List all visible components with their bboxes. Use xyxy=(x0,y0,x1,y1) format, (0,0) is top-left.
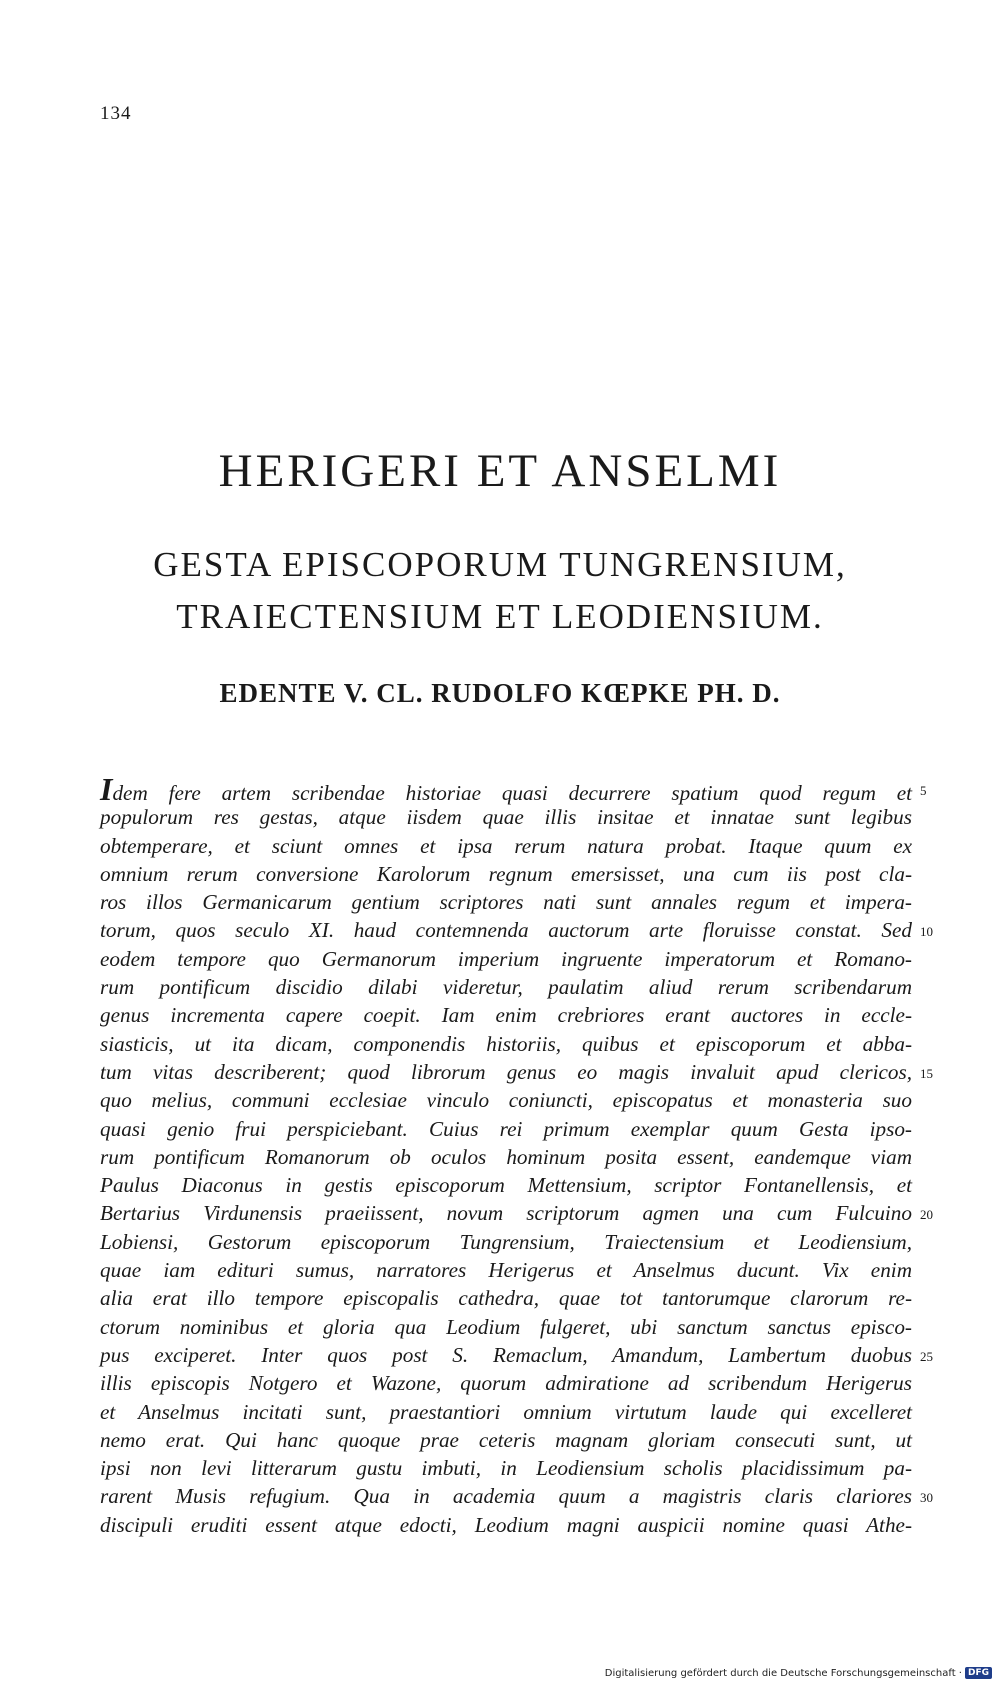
body-text xyxy=(100,771,933,1539)
text-line xyxy=(100,1369,912,1397)
line-text: obtemperare, et sciunt omnes et ipsa rerum natura probat. Itaque quum ex xyxy=(100,833,912,858)
footer xyxy=(605,1667,992,1679)
line-text: Lobiensi, Gestorum episcoporum Tungrensium, Traiectensium et Leodiensium, xyxy=(100,1229,912,1254)
page-title: HERIGERI ET ANSELMI xyxy=(218,445,782,497)
line-number: 20 xyxy=(920,1207,933,1223)
line-number: 5 xyxy=(920,783,927,798)
line-number: 30 xyxy=(920,1490,933,1506)
editor-line: EDENTE V. CL. RUDOLFO KŒPKE PH. D. xyxy=(219,678,781,708)
line-text: et Anselmus incitati sunt, praestantiori omnium virtutum laude qui excelleret xyxy=(100,1399,912,1424)
line-text: rum pontificum Romanorum ob oculos hominum posita essent, eandemque viam xyxy=(100,1144,912,1169)
line-text: Bertarius Virdunensis praeiissent, novum scriptorum agmen una cum Fulcuino xyxy=(100,1201,912,1226)
text-line xyxy=(100,888,912,916)
text-line xyxy=(100,1058,933,1086)
text-line xyxy=(100,1426,912,1454)
line-number: 15 xyxy=(920,1065,933,1081)
text-line xyxy=(100,860,912,888)
line-text: pus exciperet. Inter quos post S. Remaclum, Amandum, Lambertum duobus xyxy=(100,1342,912,1367)
text-line xyxy=(100,832,912,860)
line-text: eodem tempore quo Germanorum imperium ingruente imperatorum et Romano- xyxy=(100,946,912,971)
line-number: 10 xyxy=(920,924,933,940)
text-line xyxy=(100,1199,933,1227)
text-line xyxy=(100,973,912,1001)
text-line xyxy=(100,1284,912,1312)
line-text: omnium rerum conversione Karolorum regnum emersisset, una cum iis post cla- xyxy=(100,861,912,886)
text-line xyxy=(100,1171,912,1199)
line-text: ros illos Germanicarum gentium scriptores nati sunt annales regum et impera- xyxy=(100,890,912,915)
line-text: torum, quos seculo XI. haud contemnenda auctorum arte floruisse constat. Sed xyxy=(100,918,912,943)
page-number: 134 xyxy=(100,103,132,124)
line-text: Paulus Diaconus in gestis episcoporum Mettensium, scriptor Fontanellensis, et xyxy=(100,1173,912,1198)
dfg-logo-icon: DFG xyxy=(965,1667,992,1679)
text-line xyxy=(100,1001,912,1029)
text-line xyxy=(100,803,912,831)
line-text: discipuli eruditi essent atque edocti, Leodium magni auspicii nomine quasi Athe- xyxy=(100,1512,912,1537)
line-text: ipsi non levi litterarum gustu imbuti, in Leodiensium scholis placidissimum pa- xyxy=(100,1456,912,1481)
text-line xyxy=(100,1256,912,1284)
line-text: siasticis, ut ita dicam, componendis historiis, quibus et episcoporum et abba- xyxy=(100,1031,912,1056)
line-text: alia erat illo tempore episcopalis cathedra, quae tot tantorumque clarorum re- xyxy=(100,1286,912,1311)
text-line xyxy=(100,1511,912,1539)
text-line xyxy=(100,1341,933,1369)
text-line xyxy=(100,945,912,973)
text-line xyxy=(100,1086,912,1114)
line-text: ctorum nominibus et gloria qua Leodium fulgeret, ubi sanctum sanctus episco- xyxy=(100,1314,912,1339)
text-line xyxy=(100,1398,912,1426)
text-line xyxy=(100,1030,912,1058)
text-line xyxy=(100,916,933,944)
initial-letter: I xyxy=(100,771,113,807)
subtitle-line-1: GESTA EPISCOPORUM TUNGRENSIUM, xyxy=(153,545,847,584)
text-line xyxy=(100,1143,912,1171)
line-text: rum pontificum discidio dilabi videretur, paulatim aliud rerum scribendarum xyxy=(100,975,912,1000)
line-text: tum vitas describerent; quod librorum genus eo magis invaluit apud clericos, xyxy=(100,1059,912,1084)
subtitle-line-2: TRAIECTENSIUM ET LEODIENSIUM. xyxy=(176,597,824,636)
line-number: 25 xyxy=(920,1348,933,1364)
text-line xyxy=(100,1313,912,1341)
text-line xyxy=(100,1454,912,1482)
text-line xyxy=(100,1115,912,1143)
text-line xyxy=(100,1228,912,1256)
line-text: dem fere artem scribendae historiae quasi decurrere spatium quod regum et xyxy=(112,781,912,805)
line-text: quo melius, communi ecclesiae vinculo coniuncti, episcopatus et monasteria suo xyxy=(100,1088,912,1113)
line-text: nemo erat. Qui hanc quoque prae ceteris magnam gloriam consecuti sunt, ut xyxy=(100,1427,912,1452)
line-text: quasi genio frui perspiciebant. Cuius rei primum exemplar quum Gesta ipso- xyxy=(100,1116,912,1141)
text-line xyxy=(100,1482,933,1510)
footer-text: Digitalisierung gefördert durch die Deutsche Forschungsgemeinschaft · xyxy=(604,1667,962,1679)
line-text: populorum res gestas, atque iisdem quae illis insitae et innatae sunt legibus xyxy=(100,805,912,830)
line-text: illis episcopis Notgero et Wazone, quorum admiratione ad scribendum Herigerus xyxy=(100,1371,912,1396)
text-line xyxy=(100,771,927,807)
line-text: rarent Musis refugium. Qua in academia quum a magistris claris clariores xyxy=(100,1484,912,1509)
line-text: quae iam edituri sumus, narratores Herigerus et Anselmus ducunt. Vix enim xyxy=(100,1258,912,1283)
line-text: genus incrementa capere coepit. Iam enim crebriores erant auctores in eccle- xyxy=(100,1003,912,1028)
